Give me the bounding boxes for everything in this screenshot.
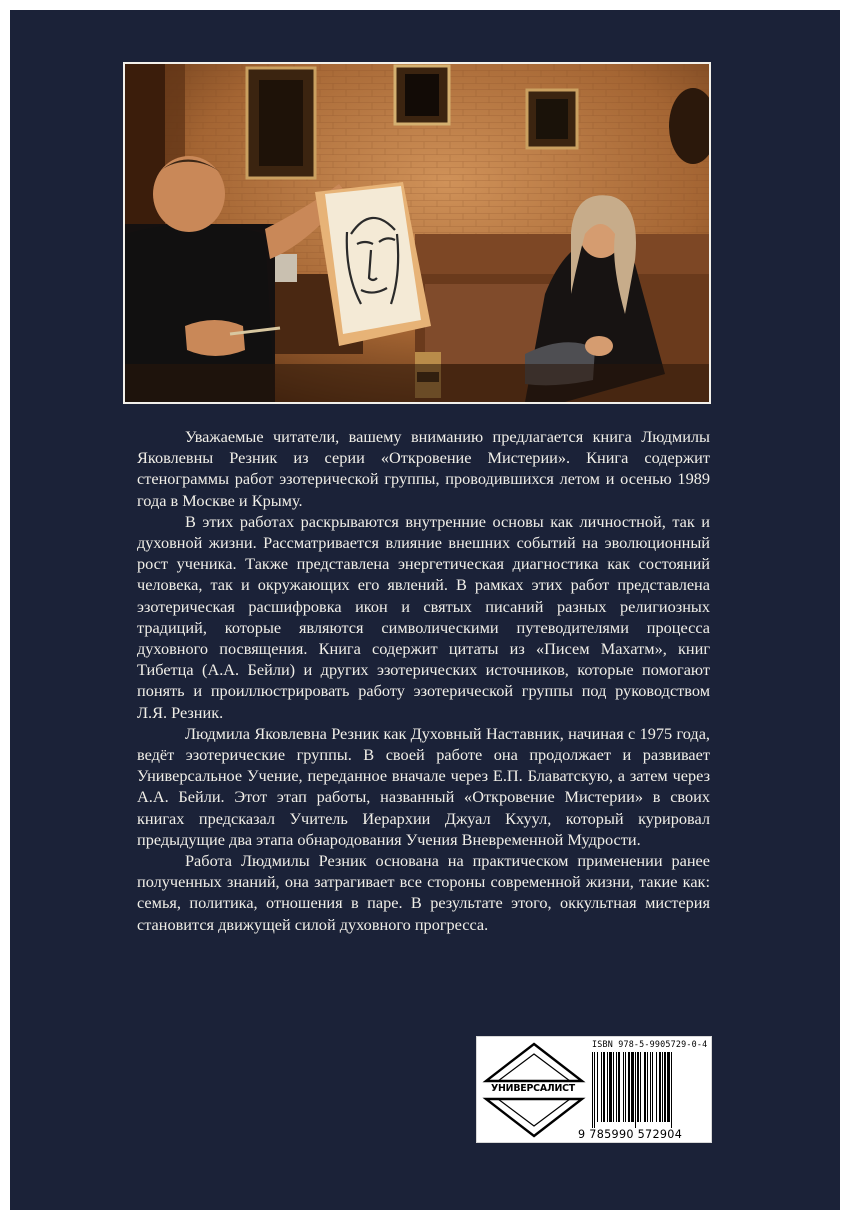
barcode-bar (671, 1052, 672, 1128)
barcode-bar (597, 1052, 598, 1122)
barcode-icon (590, 1052, 710, 1128)
barcode-bar (625, 1052, 626, 1122)
isbn-label: ISBN 978-5-9905729-0-4 (592, 1039, 708, 1049)
photo-illustration (125, 64, 709, 402)
barcode-bar (662, 1052, 663, 1122)
barcode-bar (647, 1052, 648, 1122)
paragraph: Уважаемые читатели, вашему вниманию предлагается книга Людмилы Яковлевны Резник из серии «Откровение Мистерии». Книга содержит стенограммы работ эзотерической группы, проводившихся летом и осенью 1989 года в Москве и Крыму. (137, 427, 710, 510)
barcode-bar (650, 1052, 651, 1122)
barcode-bar (594, 1052, 595, 1128)
paragraph: Работа Людмилы Резник основана на практическом применении ранее полученных знаний, она затрагивает все стороны современной жизни, такие как: семья, политика, отношения в паре. В результате этого, оккультная мистерия становится движущей силой духовного прогресса. (137, 851, 710, 934)
barcode-bar (644, 1052, 646, 1122)
barcode-bar (667, 1052, 670, 1122)
barcode-digits: 9 785990 572904 (578, 1128, 683, 1141)
barcode-bar (592, 1052, 593, 1128)
barcode-bar (635, 1052, 636, 1128)
paragraph: Людмила Яковлевна Резник как Духовный Наставник, начиная с 1975 года, ведёт эзотерические группы. В своей работе она продолжает и развивает Универсальное Учение, переданное вначале через Е.П. Блаватскую, а затем через А.А. Бейли. Этот этап работы, названный «Откровение Мистерии» в своих книгах предсказал Учитель Иерархии Джуал Кхуул, который курировал предыдущие два этапа обнародования Учения Вневременной Мудрости. (137, 723, 710, 849)
barcode-bar (652, 1052, 653, 1122)
barcode-bar (618, 1052, 620, 1122)
cover-photo (123, 62, 711, 404)
barcode-bar (609, 1052, 612, 1122)
barcode-bar (607, 1052, 608, 1122)
barcode-bar (631, 1052, 634, 1122)
description-text (137, 426, 710, 935)
barcode-bar (628, 1052, 630, 1122)
paragraph: В этих работах раскрываются внутренние основы как личностной, так и духовной жизни. Рассматривается влияние внешних событий на эволюционный рост ученика. Также представлена энергетическая диагностика как состояний человека, так и окружающих его явлений. В рамках этих работ представлена эзотерическая расшифровка икон и святых писаний разных религиозных традиций, которые являются символическими путеводителями процесса духовного посвящения. Книга содержит цитаты из «Писем Махатм», книг Тибетца (А.А. Бейли) и других эзотерических источников, которые помогают понять и проиллюстрировать работу эзотерической группы под руководством Л.Я. Резник. (137, 511, 710, 722)
barcode-bar (656, 1052, 657, 1122)
barcode-bar (601, 1052, 602, 1122)
barcode-bar (616, 1052, 617, 1122)
barcode-bar (603, 1052, 605, 1122)
barcode-bar (659, 1052, 661, 1122)
barcode-bar (613, 1052, 614, 1122)
barcode-bar (623, 1052, 624, 1122)
barcode-bar (664, 1052, 666, 1122)
barcode-bar (640, 1052, 641, 1122)
barcode-bar (637, 1052, 639, 1122)
publisher-logo-text: УНИВЕРСАЛИСТ (491, 1083, 575, 1094)
